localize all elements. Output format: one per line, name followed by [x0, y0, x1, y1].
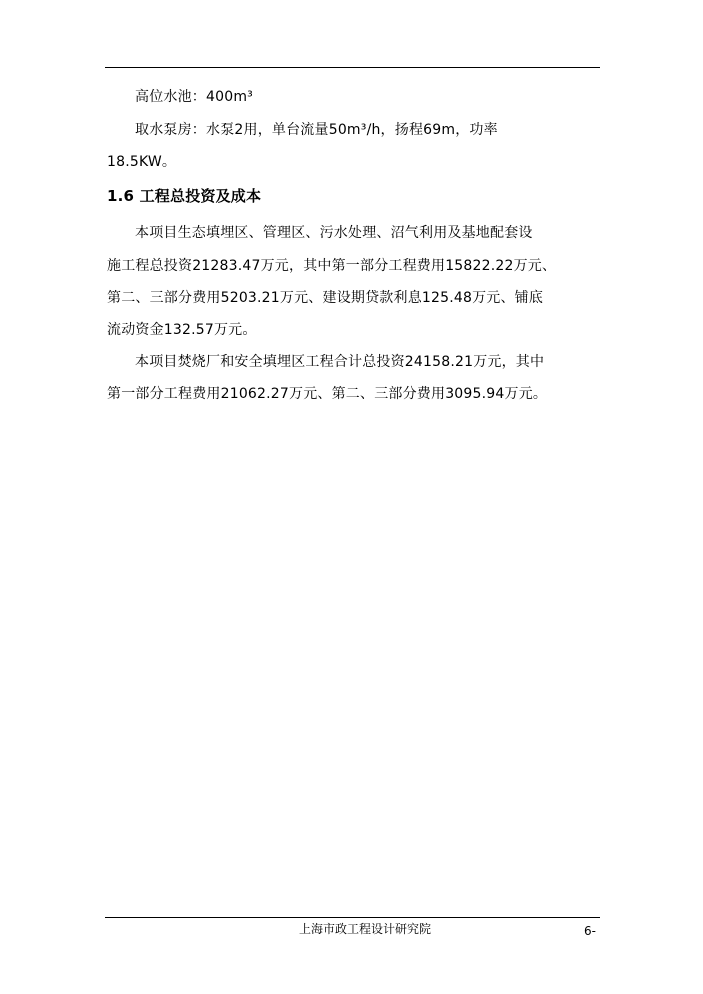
section-heading: 1.6 工程总投资及成本	[107, 187, 262, 205]
text-line-high-water-tank: 高位水池：400m³	[135, 89, 253, 105]
header-rule	[105, 67, 600, 68]
paragraph-1-line-1: 本项目生态填埋区、管理区、污水处理、沼气利用及基地配套设	[135, 225, 533, 241]
paragraph-2-line-2: 第一部分工程费用21062.27万元、第二、三部分费用3095.94万元。	[107, 386, 548, 402]
paragraph-1-line-4: 流动资金132.57万元。	[107, 322, 257, 338]
text-line-pump-house: 取水泵房：水泵2用，单台流量50m³/h，扬程69m，功率	[135, 122, 498, 138]
footer-rule	[105, 917, 600, 918]
text-line-pump-power: 18.5KW。	[107, 154, 177, 170]
footer-organization: 上海市政工程设计研究院	[299, 922, 432, 936]
footer-page-number: 6-	[584, 924, 596, 938]
paragraph-1-line-2: 施工程总投资21283.47万元，其中第一部分工程费用15822.22万元、	[107, 258, 557, 274]
paragraph-2-line-1: 本项目焚烧厂和安全填埋区工程合计总投资24158.21万元，其中	[135, 354, 545, 370]
paragraph-1-line-3: 第二、三部分费用5203.21万元、建设期贷款利息125.48万元、铺底	[107, 290, 544, 306]
